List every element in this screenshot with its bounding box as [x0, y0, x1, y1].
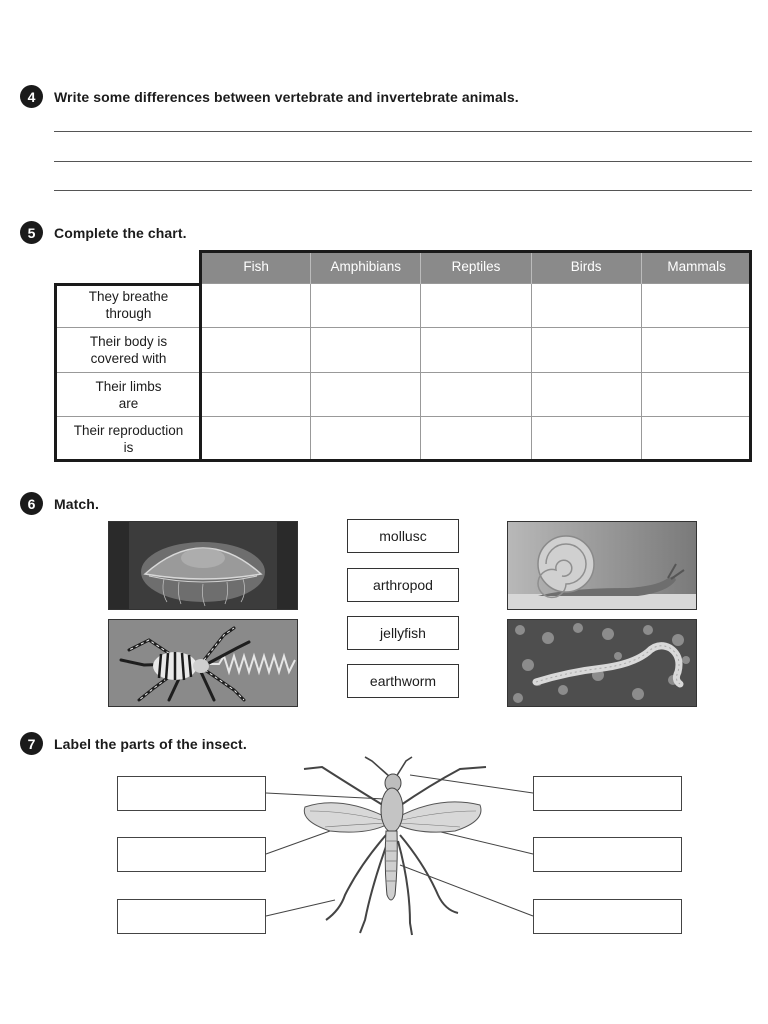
answer-cell[interactable]: [421, 372, 531, 417]
word-box-jellyfish[interactable]: jellyfish: [347, 616, 459, 650]
answer-cell[interactable]: [201, 283, 311, 328]
earthworm-photo[interactable]: [507, 619, 697, 707]
earthworm-image: [508, 620, 696, 706]
question-number: 7: [20, 732, 43, 755]
table-row: [56, 417, 752, 462]
question-number: 6: [20, 492, 43, 515]
answer-cell[interactable]: [531, 372, 641, 417]
writing-line[interactable]: [54, 161, 752, 162]
answer-cell[interactable]: [421, 283, 531, 328]
answer-cell[interactable]: [201, 328, 311, 373]
writing-line[interactable]: [54, 131, 752, 132]
answer-cell[interactable]: [311, 372, 421, 417]
spider-image: [109, 620, 297, 706]
table-row: [56, 283, 752, 328]
jellyfish-photo[interactable]: [108, 521, 298, 610]
snail-image: [508, 522, 696, 609]
answer-cell[interactable]: [201, 372, 311, 417]
row-label: Their limbs are: [56, 372, 201, 417]
answer-cell[interactable]: [531, 328, 641, 373]
chart-corner: [56, 250, 201, 283]
answer-cell[interactable]: [641, 328, 751, 373]
answer-cell[interactable]: [531, 417, 641, 462]
word-box-arthropod[interactable]: arthropod: [347, 568, 459, 602]
column-header-reptiles: Reptiles: [421, 250, 531, 283]
spider-photo[interactable]: [108, 619, 298, 707]
jellyfish-image: [109, 522, 297, 609]
answer-cell[interactable]: [311, 283, 421, 328]
question-text: Label the parts of the insect.: [54, 735, 247, 752]
answer-cell[interactable]: [201, 417, 311, 462]
answer-cell[interactable]: [311, 417, 421, 462]
answer-cell[interactable]: [641, 372, 751, 417]
answer-cell[interactable]: [421, 417, 531, 462]
word-box-earthworm[interactable]: earthworm: [347, 664, 459, 698]
answer-cell[interactable]: [421, 328, 531, 373]
insect-label-box[interactable]: [533, 776, 682, 811]
question-number: 4: [20, 85, 43, 108]
column-header-fish: Fish: [201, 250, 311, 283]
answer-cell[interactable]: [531, 283, 641, 328]
question-6: [20, 492, 99, 515]
table-row: [56, 328, 752, 373]
question-5: [20, 221, 187, 244]
column-header-birds: Birds: [531, 250, 641, 283]
column-header-amphibians: Amphibians: [311, 250, 421, 283]
question-text: Write some differences between vertebrate and invertebrate animals.: [54, 88, 519, 105]
answer-cell[interactable]: [311, 328, 421, 373]
insect-label-box[interactable]: [117, 837, 266, 872]
question-text: Match.: [54, 495, 99, 512]
word-box-mollusc[interactable]: mollusc: [347, 519, 459, 553]
answer-cell[interactable]: [641, 283, 751, 328]
row-label: Their body is covered with: [56, 328, 201, 373]
question-number: 5: [20, 221, 43, 244]
animal-chart: [54, 250, 752, 462]
insect-label-box[interactable]: [533, 837, 682, 872]
writing-line[interactable]: [54, 190, 752, 191]
column-header-mammals: Mammals: [641, 250, 751, 283]
insect-label-box[interactable]: [117, 899, 266, 934]
insect-label-box[interactable]: [533, 899, 682, 934]
question-7: [20, 732, 247, 755]
table-row: [56, 372, 752, 417]
row-label: Their reproduction is: [56, 417, 201, 462]
snail-photo[interactable]: [507, 521, 697, 610]
answer-cell[interactable]: [641, 417, 751, 462]
insect-label-box[interactable]: [117, 776, 266, 811]
row-label: They breathe through: [56, 283, 201, 328]
question-text: Complete the chart.: [54, 224, 187, 241]
question-4: [20, 85, 519, 108]
